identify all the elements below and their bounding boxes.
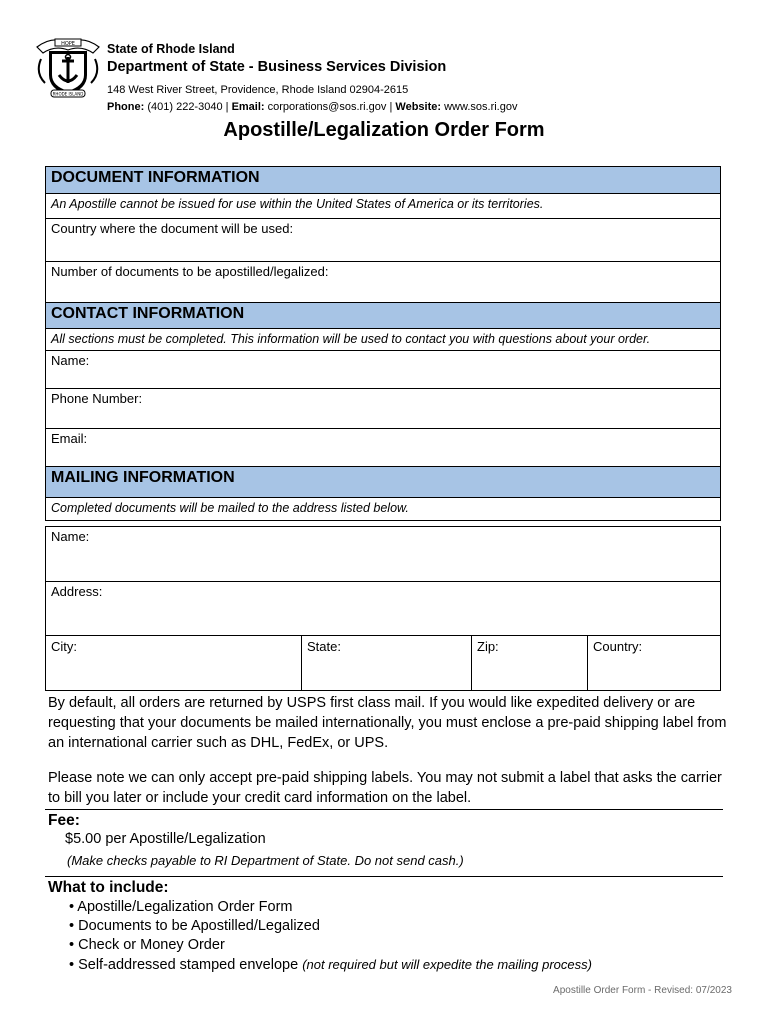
mailing-address-field[interactable]: [46, 582, 720, 636]
include-item-text: • Self-addressed stamped envelope: [69, 957, 303, 973]
email-label: Email:: [231, 101, 265, 113]
mailing-info-note: Completed documents will be mailed to the address listed below.: [51, 501, 409, 515]
city-field[interactable]: [46, 636, 302, 690]
document-info-heading: DOCUMENT INFORMATION: [46, 167, 720, 194]
city-state-zip-row: [46, 636, 720, 690]
info-table: [45, 166, 721, 521]
country-of-use-field[interactable]: [46, 219, 720, 262]
seal-banner-text: HOPE: [61, 41, 75, 47]
fee-heading: Fee:: [48, 812, 80, 829]
mailing-name-label: Name:: [51, 529, 90, 544]
include-item: • Apostille/Legalization Order Form: [69, 899, 293, 915]
website-link[interactable]: www.sos.ri.gov: [444, 101, 518, 113]
form-title: Apostille/Legalization Order Form: [223, 119, 545, 141]
phone-value: (401) 222-3040: [147, 101, 223, 113]
state-field[interactable]: [302, 636, 472, 690]
department-name: Department of State - Business Services Division: [107, 59, 447, 75]
shipping-paragraph-2: Please note we can only accept pre-paid shipping labels. You may not submit a label that asks the carrier to bill you later or include your credit card information on the label.: [48, 770, 722, 806]
state-label: State:: [307, 639, 341, 654]
contact-line: [107, 101, 517, 113]
include-item: • Documents to be Apostilled/Legalized: [69, 918, 320, 934]
footer-revision: Apostille Order Form - Revised: 07/2023: [553, 985, 732, 996]
website-label: Website:: [395, 101, 442, 113]
fee-note: (Make checks payable to RI Department of State. Do not send cash.): [67, 853, 464, 868]
mailing-info-heading: MAILING INFORMATION: [46, 467, 720, 498]
document-info-note: An Apostille cannot be issued for use within the United States of America or its territories.: [46, 194, 720, 219]
seal-ribbon-text: RHODE ISLAND: [52, 91, 84, 97]
country-field[interactable]: [588, 636, 720, 690]
contact-email-label: Email:: [51, 431, 88, 446]
include-item: • Check or Money Order: [69, 937, 225, 953]
contact-phone-label: Phone Number:: [51, 391, 143, 406]
city-label: City:: [51, 639, 77, 654]
divider: [45, 809, 723, 810]
mailing-name-field[interactable]: [46, 527, 720, 582]
email-link[interactable]: corporations@sos.ri.gov: [267, 101, 387, 113]
shipping-paragraph-1: By default, all orders are returned by USPS first class mail. If you would like expedited delivery or are requesting that your documents be mailed internationally, you must enclose a pre-paid shipping label from an international carrier such as DHL, FedEx, or UPS.: [48, 695, 727, 751]
zip-field[interactable]: [472, 636, 588, 690]
country-of-use-label: Country where the document will be used:: [51, 221, 294, 236]
rhode-island-seal-logo: [35, 37, 101, 99]
separator: |: [389, 101, 393, 113]
document-count-label: Number of documents to be apostilled/legalized:: [51, 264, 329, 279]
contact-name-label: Name:: [51, 353, 90, 368]
contact-name-field[interactable]: [46, 351, 720, 389]
fee-amount: $5.00 per Apostille/Legalization: [65, 831, 266, 847]
mailing-address-table: [45, 526, 721, 691]
include-heading: What to include:: [48, 879, 169, 896]
divider: [45, 876, 723, 877]
document-count-field[interactable]: [46, 262, 720, 303]
contact-info-note: All sections must be completed. This information will be used to contact you with questions about your order.: [46, 329, 720, 351]
include-item: [69, 955, 592, 975]
separator: |: [225, 101, 229, 113]
contact-email-field[interactable]: [46, 429, 720, 467]
mailing-address-label: Address:: [51, 584, 103, 599]
phone-label: Phone:: [107, 101, 145, 113]
state-name: State of Rhode Island: [107, 42, 235, 56]
zip-label: Zip:: [477, 639, 499, 654]
contact-info-heading: CONTACT INFORMATION: [46, 303, 720, 329]
office-address: 148 West River Street, Providence, Rhode Island 02904-2615: [107, 84, 409, 96]
contact-phone-field[interactable]: [46, 389, 720, 429]
include-item-note: (not required but will expedite the mailing process): [302, 957, 592, 972]
country-label: Country:: [593, 639, 643, 654]
